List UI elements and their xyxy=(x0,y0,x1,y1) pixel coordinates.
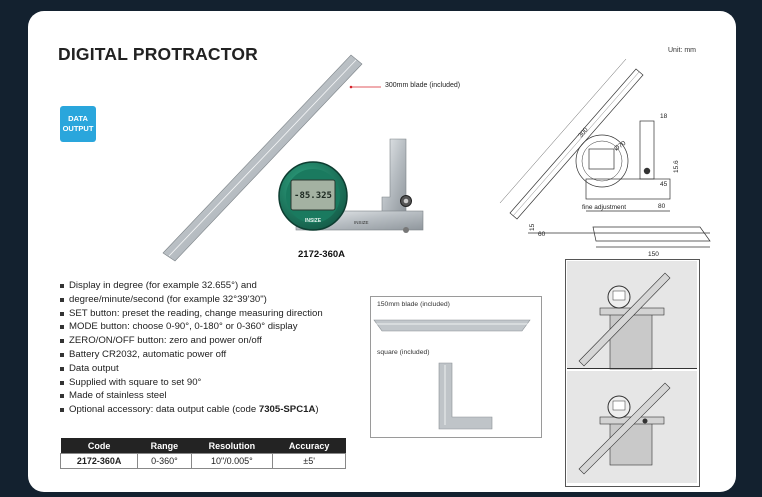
spec-table-header-row xyxy=(61,438,346,454)
blade-150-label: 150mm blade (included) xyxy=(377,301,450,308)
unit-label: Unit: mm xyxy=(668,47,696,54)
dim-15-6: 15.6 xyxy=(673,160,680,173)
feature-item: Data output xyxy=(60,362,400,376)
accessory-text: Optional accessory: data output cable (code xyxy=(69,404,259,416)
lcd-readout: -85.325 xyxy=(294,191,332,201)
dim-15: 15 xyxy=(529,223,536,231)
col-range: Range xyxy=(138,438,191,454)
protractor-photo xyxy=(148,47,408,247)
col-code: Code xyxy=(61,438,138,454)
cell-resolution: 10"/0.005° xyxy=(191,454,273,469)
spec-table xyxy=(60,438,346,469)
usage-illustration-2 xyxy=(567,371,697,483)
technical-drawing xyxy=(498,61,698,258)
dim-45: 45 xyxy=(660,181,668,188)
cell-code: 2172-360A xyxy=(61,454,138,469)
brand-logo: INSIZE xyxy=(304,218,322,224)
feature-item: degree/minute/second (for example 32°39'30") xyxy=(60,293,400,307)
feature-item: SET button: preset the reading, change measuring direction xyxy=(60,307,400,321)
accessory-code: 7305-SPC1A xyxy=(258,404,316,416)
dim-80: 80 xyxy=(658,203,666,210)
blade-callout: 300mm blade (included) xyxy=(385,82,461,89)
badge-line-1: DATA xyxy=(68,114,88,123)
model-label: 2172-360A xyxy=(298,249,346,260)
col-resolution: Resolution xyxy=(191,438,273,454)
dim-60: 60 xyxy=(538,231,546,238)
square-label: square (included) xyxy=(377,349,430,356)
square-image xyxy=(436,359,496,439)
cell-accuracy: ±5' xyxy=(273,454,346,469)
cell-range: 0-360° xyxy=(138,454,191,469)
usage-illustration-1 xyxy=(567,261,697,369)
dim-phi70: Ø70 xyxy=(613,139,628,153)
base-engraving: INSIZE xyxy=(354,220,369,225)
page-title: DIGITAL PROTRACTOR xyxy=(58,44,258,64)
feature-item: ZERO/ON/OFF button: zero and power on/off xyxy=(60,334,400,348)
fine-adjustment-label: fine adjustment xyxy=(582,204,627,211)
blade-150-image xyxy=(372,316,532,336)
feature-item: MODE button: choose 0-90°, 0-180° or 0-360° display xyxy=(60,320,400,334)
feature-item: Supplied with square to set 90° xyxy=(60,376,400,390)
feature-list xyxy=(60,279,400,417)
product-card xyxy=(28,11,736,492)
feature-item: Display in degree (for example 32.655°) and xyxy=(60,279,400,293)
feature-item: Made of stainless steel xyxy=(60,389,400,403)
feature-item: Battery CR2032, automatic power off xyxy=(60,348,400,362)
table-row xyxy=(61,454,346,469)
feature-item-accessory xyxy=(60,403,400,417)
dim-18: 18 xyxy=(660,113,668,120)
badge-line-2: OUTPUT xyxy=(62,124,94,133)
data-output-badge xyxy=(60,106,96,142)
col-accuracy: Accuracy xyxy=(273,438,346,454)
dim-150: 150 xyxy=(648,251,659,258)
dim-300: 300 xyxy=(577,126,590,140)
accessory-suffix: ) xyxy=(315,404,319,416)
